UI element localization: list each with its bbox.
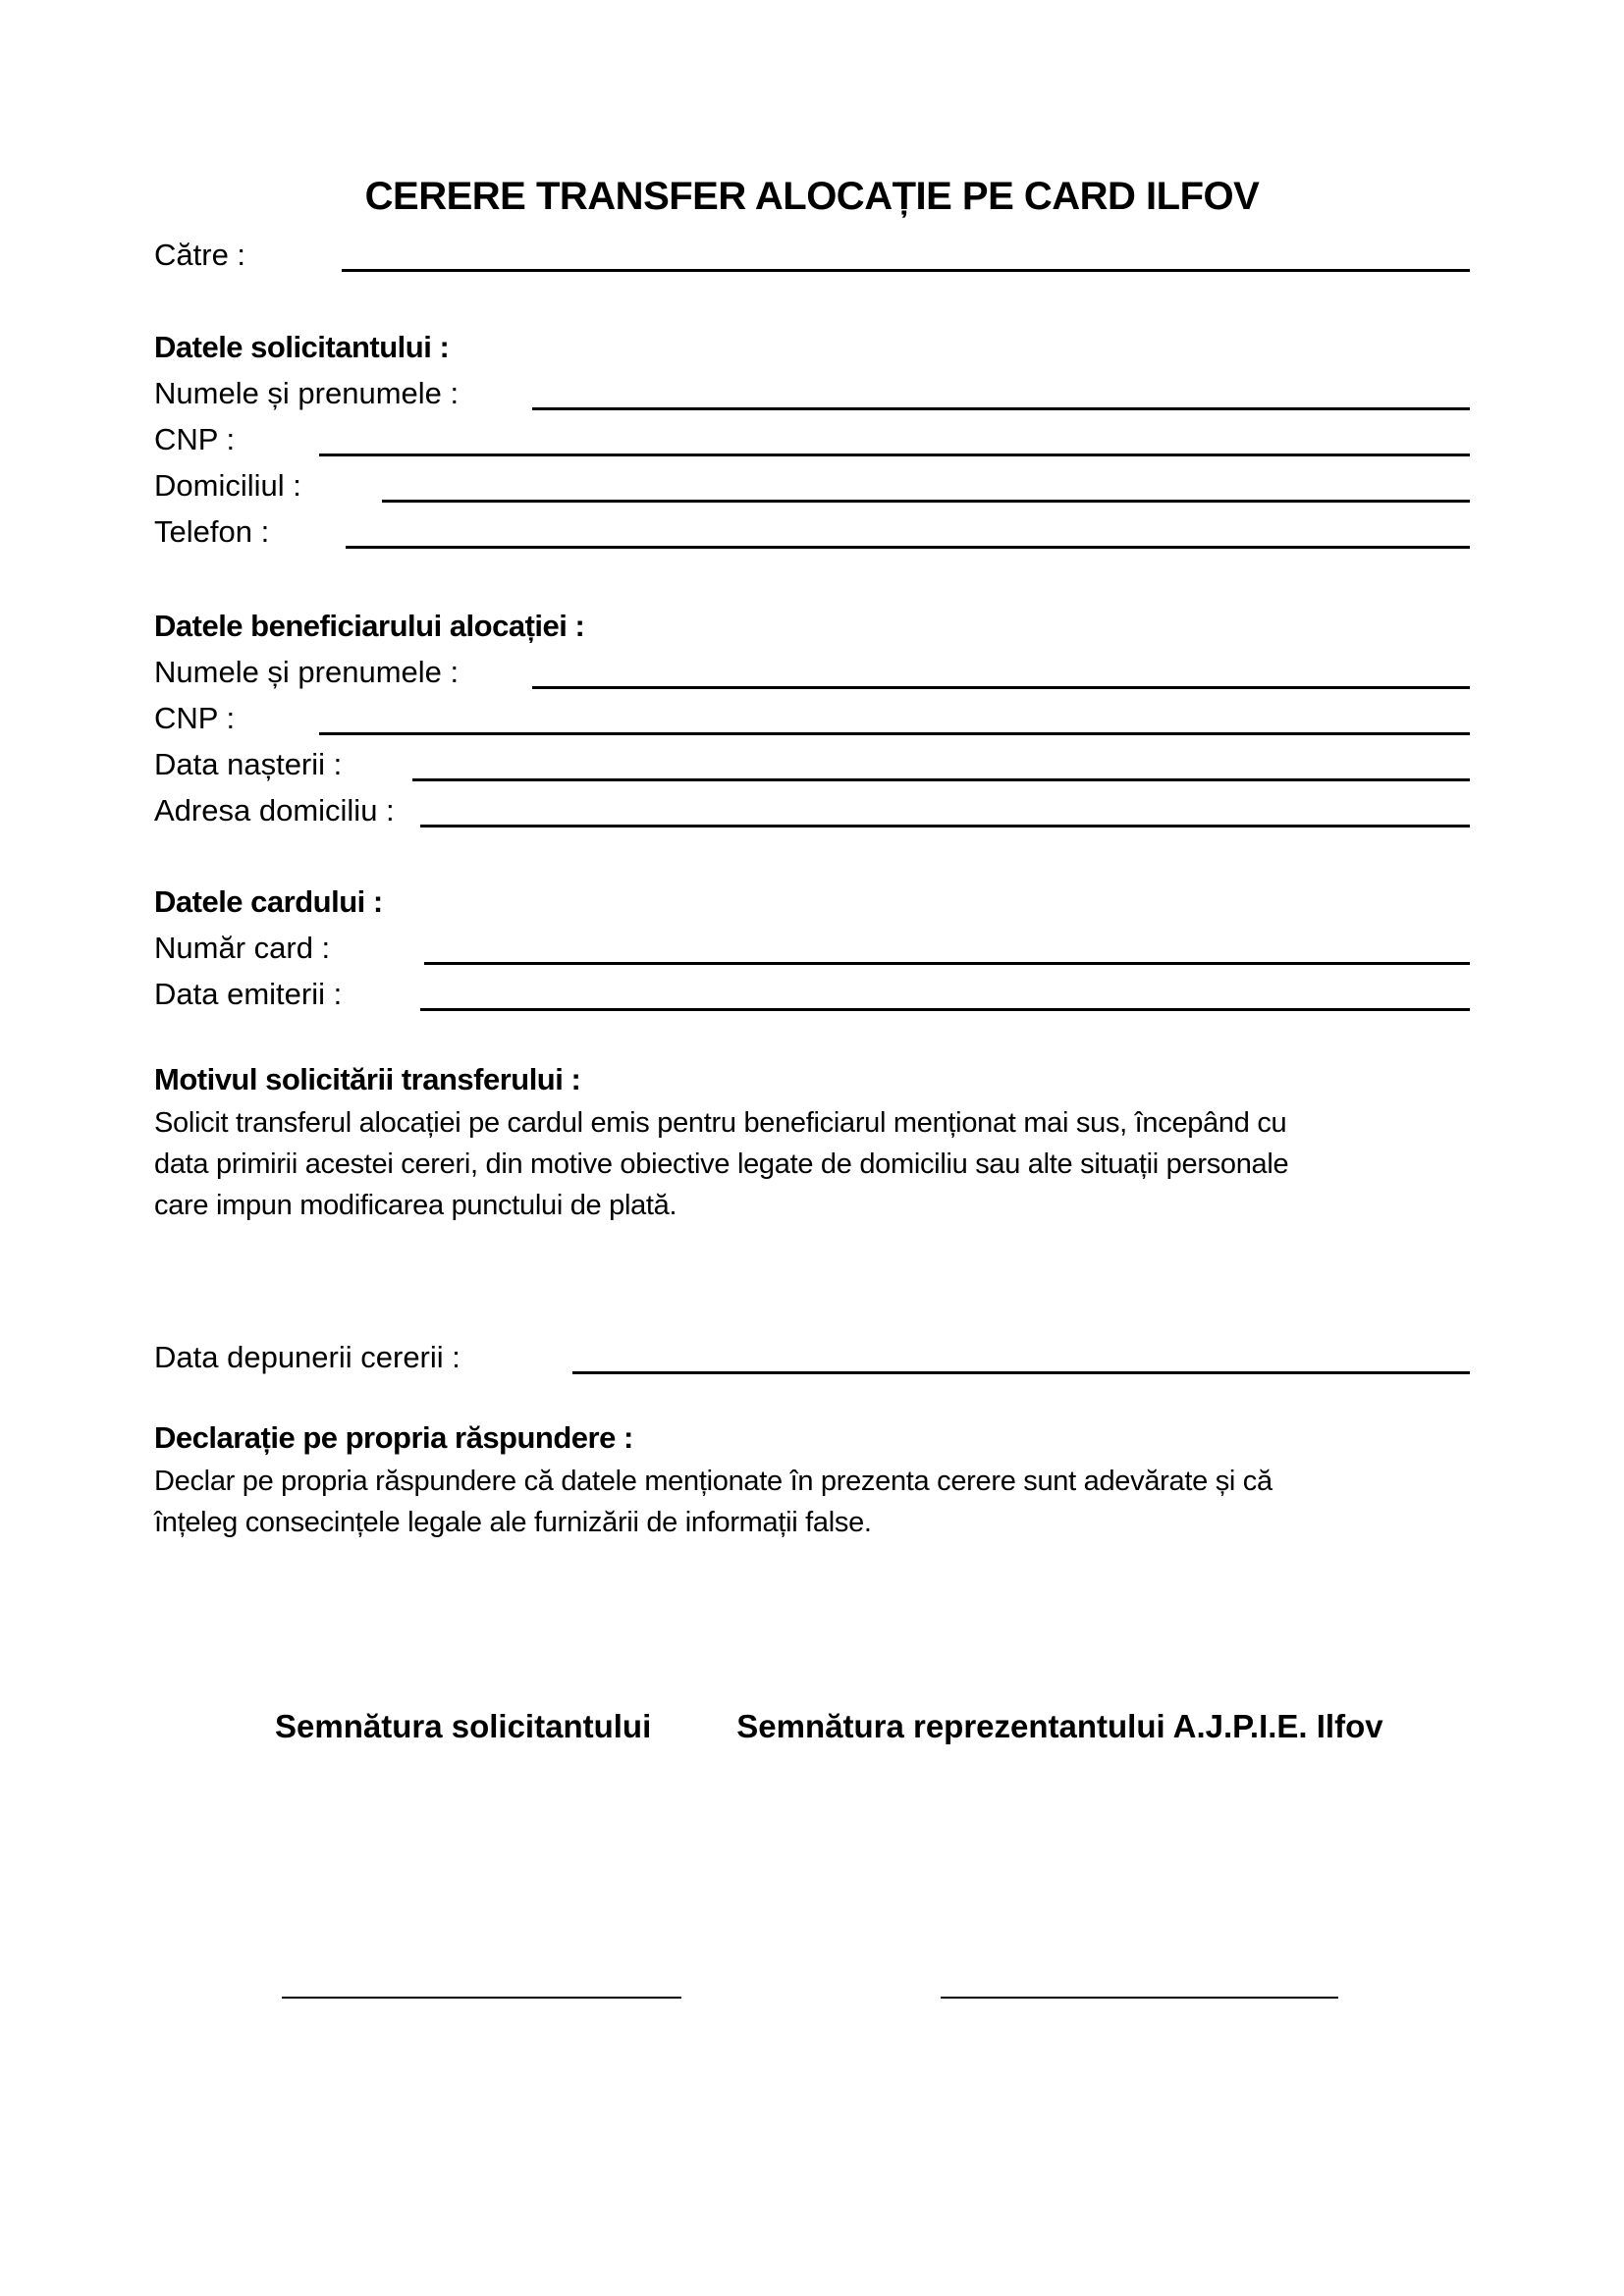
submission-date-label: Data depunerii cererii : (154, 1340, 460, 1374)
recipient-label: Către : (154, 238, 246, 272)
applicant-address-row (154, 462, 1470, 508)
card-section-heading: Datele cardului : (154, 884, 383, 919)
applicant-address-label: Domiciliul : (154, 468, 301, 503)
applicant-phone-label: Telefon : (154, 514, 270, 549)
applicant-cnp-row (154, 416, 1470, 462)
card-number-row (154, 925, 1470, 971)
document-title: CERERE TRANSFER ALOCAȚIE PE CARD ILFOV (364, 175, 1260, 218)
card-number-line[interactable] (424, 962, 1470, 965)
recipient-row (154, 232, 1470, 278)
beneficiary-cnp-line[interactable] (319, 732, 1470, 735)
beneficiary-birthdate-label: Data nașterii : (154, 747, 343, 781)
beneficiary-address-row (154, 787, 1470, 833)
applicant-name-row (154, 370, 1470, 416)
signature-applicant-label: Semnătura solicitantului (275, 1708, 652, 1744)
applicant-name-line[interactable] (532, 407, 1470, 410)
reason-text-line-1: Solicit transferul alocației pe cardul emis pentru beneficiarul menționat mai sus, începând cu (154, 1107, 1287, 1139)
beneficiary-name-line[interactable] (532, 686, 1470, 689)
beneficiary-name-label: Numele și prenumele : (154, 655, 460, 689)
applicant-name-label: Numele și prenumele : (154, 376, 460, 410)
signature-lines-row (154, 1997, 1470, 1999)
applicant-phone-line[interactable] (346, 546, 1470, 549)
declaration-text-line-1: Declar pe propria răspundere că datele menționate în prezenta cerere sunt adevărate și că (154, 1466, 1272, 1497)
card-issue-date-label: Data emiterii : (154, 977, 343, 1011)
beneficiary-cnp-label: CNP : (154, 701, 236, 735)
beneficiary-section-heading: Datele beneficiarului alocației : (154, 609, 585, 643)
applicant-cnp-line[interactable] (319, 454, 1470, 456)
reason-text-line-2: data primirii acestei cereri, din motive obiective legate de domiciliu sau alte situații personale (154, 1148, 1289, 1180)
card-number-label: Număr card : (154, 931, 331, 965)
recipient-line[interactable] (342, 269, 1470, 272)
applicant-cnp-label: CNP : (154, 422, 236, 456)
applicant-address-line[interactable] (382, 500, 1470, 503)
signature-labels-row (154, 1703, 1470, 1749)
card-issue-date-row (154, 971, 1470, 1017)
beneficiary-address-line[interactable] (420, 825, 1470, 828)
submission-date-line[interactable] (572, 1371, 1470, 1374)
reason-text-line-3: care impun modificarea punctului de plată. (154, 1190, 677, 1221)
signature-representative-label: Semnătura reprezentantului A.J.P.I.E. Ilfov (736, 1708, 1383, 1744)
beneficiary-address-label: Adresa domiciliu : (154, 793, 395, 828)
beneficiary-cnp-row (154, 695, 1470, 741)
signature-representative-line[interactable] (941, 1997, 1338, 1999)
beneficiary-name-row (154, 649, 1470, 695)
reason-section-heading: Motivul solicitării transferului : (154, 1062, 581, 1096)
beneficiary-birthdate-row (154, 741, 1470, 787)
declaration-text-line-2: înțeleg consecințele legale ale furnizării de informații false. (154, 1507, 872, 1538)
card-issue-date-line[interactable] (420, 1008, 1470, 1011)
beneficiary-birthdate-line[interactable] (412, 778, 1470, 781)
reason-paragraph (154, 1102, 1470, 1226)
declaration-section-heading: Declarație pe propria răspundere : (154, 1420, 633, 1455)
applicant-section-heading: Datele solicitantului : (154, 330, 450, 364)
applicant-phone-row (154, 508, 1470, 555)
declaration-paragraph (154, 1461, 1470, 1543)
signature-applicant-line[interactable] (282, 1997, 681, 1999)
submission-date-row (154, 1334, 1470, 1380)
